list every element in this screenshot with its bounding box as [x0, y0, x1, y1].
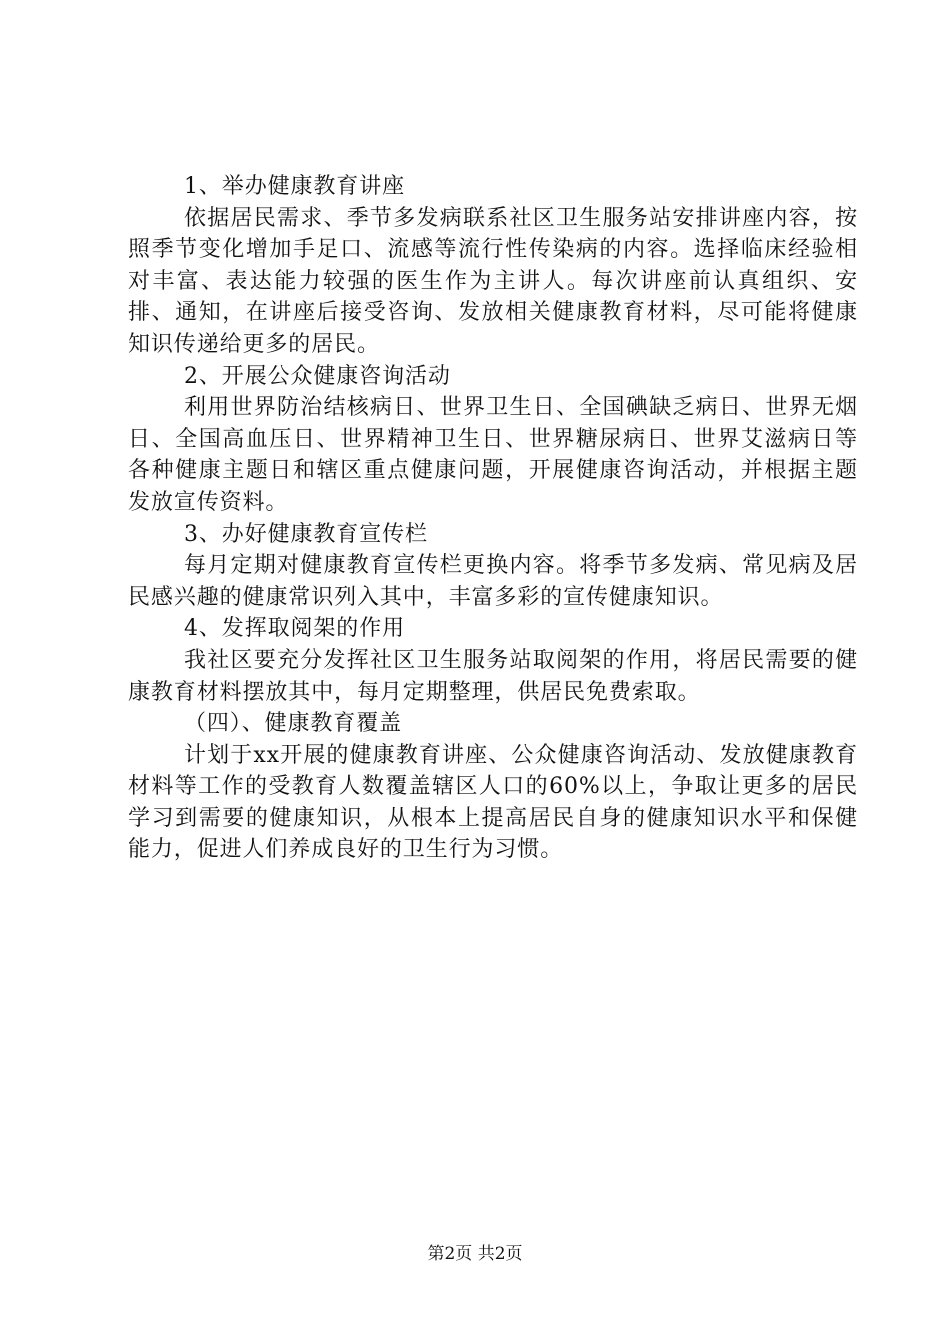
- paragraph-reading-rack: 我社区要充分发挥社区卫生服务站取阅架的作用，将居民需要的健康教育材料摆放其中，每月定期整理，供居民免费索取。: [128, 647, 858, 705]
- document-body: [128, 171, 858, 866]
- section-heading-lectures: 1、举办健康教育讲座: [184, 174, 405, 199]
- section-heading-consultation: 2、开展公众健康咨询活动: [184, 363, 451, 389]
- paragraph-lectures: 依据居民需求、季节多发病联系社区卫生服务站安排讲座内容，按照季节变化增加手足口、流感等流行性传染病的内容。选择临床经验相对丰富、表达能力较强的医生作为主讲人。每次讲座前认真组织、安排、通知，在讲座后接受咨询、发放相关健康教育材料，尽可能将健康知识传递给更多的居民。: [128, 205, 858, 357]
- paragraph-consultation: 利用世界防治结核病日、世界卫生日、全国碘缺乏病日、世界无烟日、全国高血压日、世界精神卫生日、世界糖尿病日、世界艾滋病日等各种健康主题日和辖区重点健康问题，开展健康咨询活动，并根据主题发放宣传资料。: [128, 395, 858, 515]
- page-number-footer: 第2页 共2页: [427, 1244, 523, 1264]
- paragraph-coverage: 计划于xx开展的健康教育讲座、公众健康咨询活动、发放健康教育材料等工作的受教育人数覆盖辖区人口的60%以上，争取让更多的居民学习到需要的健康知识，从根本上提高居民自身的健康知识水平和保健能力，促进人们养成良好的卫生行为习惯。: [128, 742, 858, 863]
- section-heading-coverage: （四）、健康教育覆盖: [184, 711, 403, 737]
- section-heading-reading-rack: 4、发挥取阅架的作用: [184, 616, 405, 642]
- paragraph-bulletin-board: 每月定期对健康教育宣传栏更换内容。将季节多发病、常见病及居民感兴趣的健康常识列入其中，丰富多彩的宣传健康知识。: [128, 553, 858, 610]
- section-heading-bulletin-board: 3、办好健康教育宣传栏: [184, 521, 428, 547]
